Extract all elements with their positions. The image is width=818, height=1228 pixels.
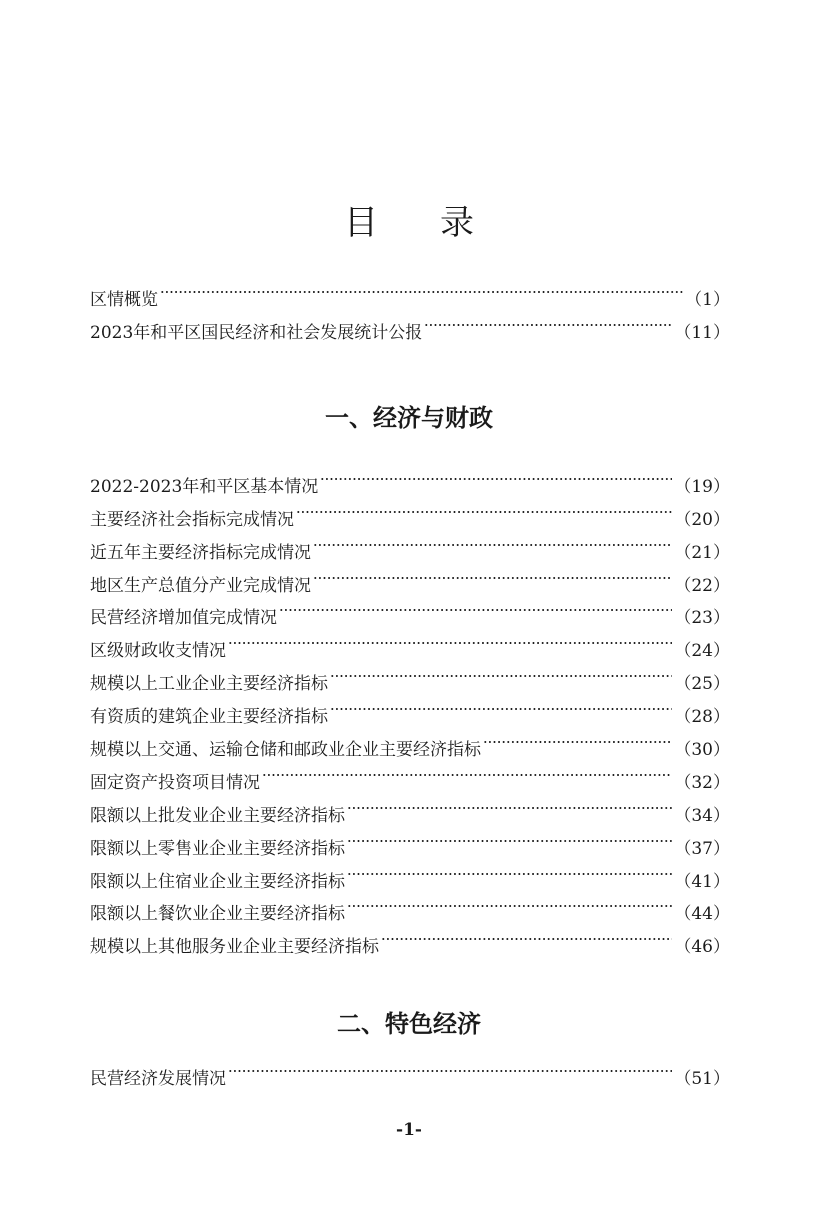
toc-entry-title: 2022-2023年和平区基本情况 [90,476,319,497]
dot-leader [296,492,672,525]
toc-entry-title: 2023年和平区国民经济和社会发展统计公报 [90,322,423,343]
toc-entry-page: （24） [674,641,730,662]
toc-entry[interactable] [90,459,730,497]
toc-entry-page: （41） [674,871,730,892]
toc-entry-title: 近五年主要经济指标完成情况 [90,542,311,563]
toc-entry-title: 主要经济社会指标完成情况 [90,509,294,530]
toc-entry-title: 固定资产投资项目情况 [90,772,260,793]
toc-entry-title: 区级财政收支情况 [90,641,226,662]
toc-entry-page: （32） [674,772,730,793]
dot-leader [347,821,672,854]
dot-leader [228,1051,672,1084]
toc-entry-title: 有资质的建筑企业主要经济指标 [90,707,328,728]
dot-leader [262,755,672,788]
dot-leader [228,623,672,656]
toc-entry-page: （30） [674,740,730,761]
toc-entry[interactable] [90,305,730,343]
dot-leader [313,525,672,558]
dot-leader [483,722,672,755]
dot-leader [279,591,672,624]
toc-entry-title: 限额以上餐饮业企业主要经济指标 [90,904,345,925]
toc-entry-page: （20） [674,509,730,530]
dot-leader [347,788,672,821]
toc-entry-page: （25） [674,674,730,695]
dot-leader [347,854,672,887]
dot-leader [313,558,672,591]
section-heading-economy-finance: 一、经济与财政 [325,403,493,432]
toc-entry-page: （11） [674,322,730,343]
dot-leader [320,459,672,492]
page-title [0,199,818,247]
page-number: -1- [396,1120,422,1140]
toc-entry-title: 规模以上交通、运输仓储和邮政业企业主要经济指标 [90,740,481,761]
toc-entry-title: 地区生产总值分产业完成情况 [90,575,311,596]
toc-entry-page: （28） [674,707,730,728]
page-title-char-1: 目 [344,202,378,243]
toc-entry-page: （46） [674,937,730,958]
dot-leader [330,689,672,722]
toc-entry-page: （44） [674,904,730,925]
toc-entry[interactable] [90,272,730,310]
toc-entry-page: （21） [674,542,730,563]
dot-leader [330,656,672,689]
toc-entry-title: 限额以上批发业企业主要经济指标 [90,805,345,826]
dot-leader [381,919,672,952]
toc-intro-list [90,272,730,343]
toc-entry-title: 规模以上工业企业主要经济指标 [90,674,328,695]
toc-section-2-list [90,1051,730,1089]
toc-entry-title: 限额以上零售业企业主要经济指标 [90,838,345,859]
toc-entry-page: （23） [674,608,730,629]
toc-section-1-list [90,459,730,958]
toc-entry-page: （34） [674,805,730,826]
toc-entry-title: 民营经济增加值完成情况 [90,608,277,629]
toc-entry[interactable] [90,1051,730,1089]
toc-entry-title: 民营经济发展情况 [90,1068,226,1089]
toc-entry-page: （51） [674,1068,730,1089]
toc-entry-title: 规模以上其他服务业企业主要经济指标 [90,937,379,958]
toc-entry-title: 限额以上住宿业企业主要经济指标 [90,871,345,892]
dot-leader [424,305,672,338]
dot-leader [160,272,683,305]
dot-leader [347,887,672,920]
page-title-char-2: 录 [440,202,474,243]
toc-entry-page: （37） [674,838,730,859]
toc-entry-page: （22） [674,575,730,596]
section-heading-featured-economy: 二、特色经济 [337,1009,481,1038]
toc-entry-title: 区情概览 [90,289,158,310]
toc-entry-page: （19） [674,476,730,497]
toc-entry-page: （1） [685,289,730,310]
